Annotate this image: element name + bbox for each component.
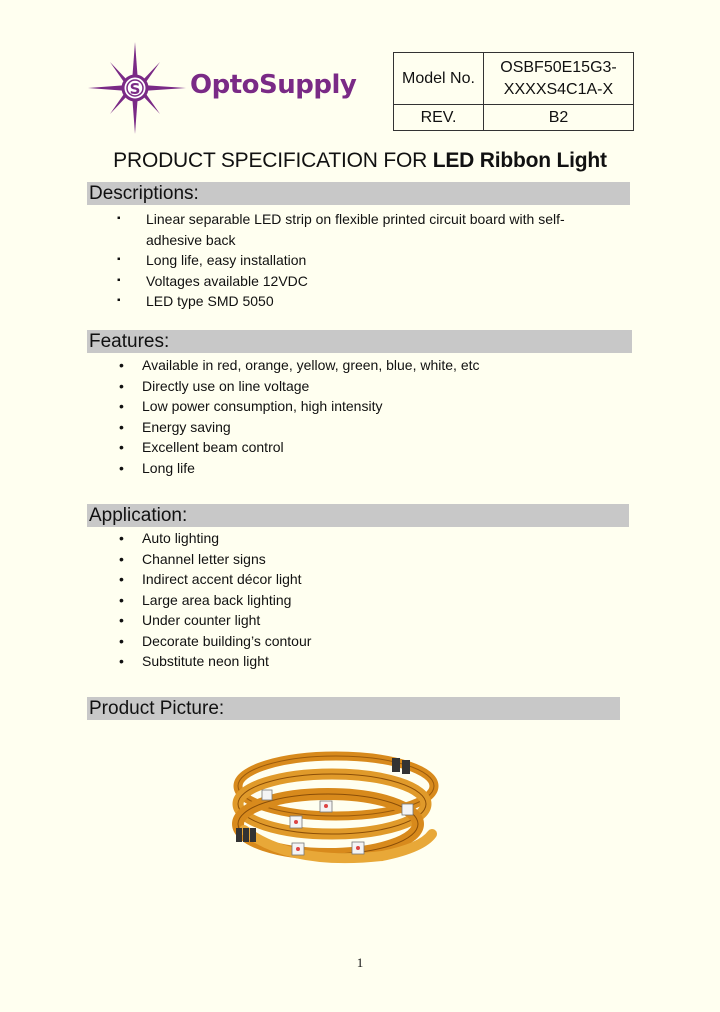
list-item: • Indirect accent décor light <box>119 571 302 587</box>
logo-mark-letter: S <box>129 80 141 98</box>
list-item: • Large area back lighting <box>119 591 292 608</box>
list-item: ▪ Linear separable LED strip on flexible printed circuit board with self- <box>117 211 565 227</box>
list-item: • Long life <box>119 459 195 476</box>
application-list <box>119 528 312 672</box>
title-bold: LED Ribbon Light <box>432 149 607 172</box>
list-item: • Decorate building’s contour <box>119 632 312 649</box>
model-info-table <box>393 52 634 131</box>
list-item: • Excellent beam control <box>119 439 284 455</box>
features-list <box>119 355 480 478</box>
page-number: 1 <box>356 955 364 970</box>
title-prefix: PRODUCT SPECIFICATION FOR <box>113 149 433 172</box>
list-item: ▪ Voltages available 12VDC <box>117 272 308 289</box>
rev-value: B2 <box>484 105 634 131</box>
led-ribbon-product-image <box>232 738 440 868</box>
features-heading: Features: <box>87 330 632 353</box>
descriptions-list <box>117 209 596 312</box>
product-picture-heading: Product Picture: <box>87 697 620 720</box>
list-item: • Substitute neon light <box>119 653 269 669</box>
model-value-line2: XXXXS4C1A-X <box>503 80 614 98</box>
list-item: ▪ LED type SMD 5050 <box>117 293 274 309</box>
application-heading: Application: <box>87 504 629 527</box>
list-item: • Channel letter signs <box>119 550 266 567</box>
rev-label: REV. <box>394 105 484 131</box>
model-label: Model No. <box>394 53 484 105</box>
list-item: ▪ Long life, easy installation <box>117 252 307 268</box>
list-item: • Directly use on line voltage <box>119 377 310 394</box>
list-item: • Energy saving <box>119 418 231 435</box>
list-item: • Low power consumption, high intensity <box>119 398 383 414</box>
model-value <box>484 53 634 105</box>
model-value-line1: OSBF50E15G3- <box>500 58 617 76</box>
list-item: • Under counter light <box>119 612 261 628</box>
logo-brand-text: OptoSupply <box>190 70 357 100</box>
list-item: adhesive back <box>146 231 236 248</box>
page-title <box>0 149 720 173</box>
list-item: • Auto lighting <box>119 530 220 546</box>
descriptions-heading: Descriptions: <box>87 182 630 205</box>
list-item: • Available in red, orange, yellow, green, blue, white, etc <box>119 357 480 373</box>
